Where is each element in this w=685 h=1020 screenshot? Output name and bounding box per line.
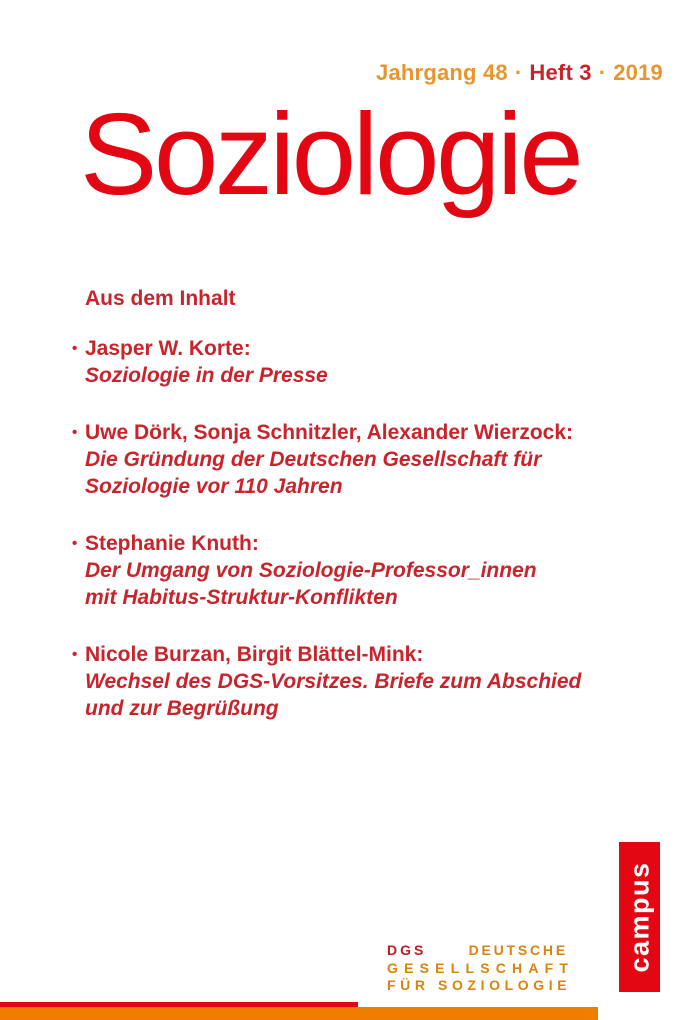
dgs-word-fuer-soziologie: FÜR SOZIOLOGIE [387,977,572,993]
dgs-word-deutsche: DEUTSCHE [468,942,568,958]
contents-item-text [85,419,573,500]
contents-item [72,641,632,722]
item-title-line: Wechsel des DGS-Vorsitzes. Briefe zum Abschied [85,670,582,693]
campus-logo [619,842,660,992]
item-title-line: und zur Begrüßung [85,697,279,720]
dgs-logo [387,942,575,995]
campus-logo-text: campus [624,861,654,973]
volume-label: Jahrgang 48 [376,60,508,85]
issue-label: Heft 3 [529,60,592,85]
item-title-line: Die Gründung der Deutschen Gesellschaft für [85,448,542,471]
item-authors: Nicole Burzan, Birgit Blättel-Mink: [85,643,424,666]
contents-item [72,419,632,500]
dgs-abbreviation: DGS [387,942,427,958]
item-authors: Stephanie Knuth: [85,532,259,555]
issue-line [376,60,663,86]
item-title-line: Soziologie in der Presse [85,364,328,387]
contents-item-text [85,530,537,611]
contents-item [72,335,632,389]
bullet-icon: • [72,424,78,441]
bullet-icon: • [72,340,78,357]
contents-item-text [85,641,581,722]
year-label: 2019 [613,60,663,85]
item-authors: Jasper W. Korte: [85,337,251,360]
separator-dot: · [598,60,607,85]
contents-item [72,530,632,611]
item-title-line: Der Umgang von Soziologie-Professor_innen [85,559,537,582]
bullet-icon: • [72,646,78,663]
orange-bar [0,1007,598,1020]
contents-heading: Aus dem Inhalt [85,287,236,310]
journal-title: Soziologie [80,89,581,219]
dgs-word-gesellschaft: GESELLSCHAFT [387,959,575,976]
item-title-line: Soziologie vor 110 Jahren [85,475,343,498]
item-title-line: mit Habitus-Struktur-Konflikten [85,586,398,609]
dgs-logo-line1 [387,942,568,960]
item-authors: Uwe Dörk, Sonja Schnitzler, Alexander Wierzock: [85,421,574,444]
separator-dot: · [514,60,523,85]
contents-item-text [85,335,328,389]
contents-items [72,335,632,722]
contents-block [72,285,632,752]
bullet-icon: • [72,535,78,552]
